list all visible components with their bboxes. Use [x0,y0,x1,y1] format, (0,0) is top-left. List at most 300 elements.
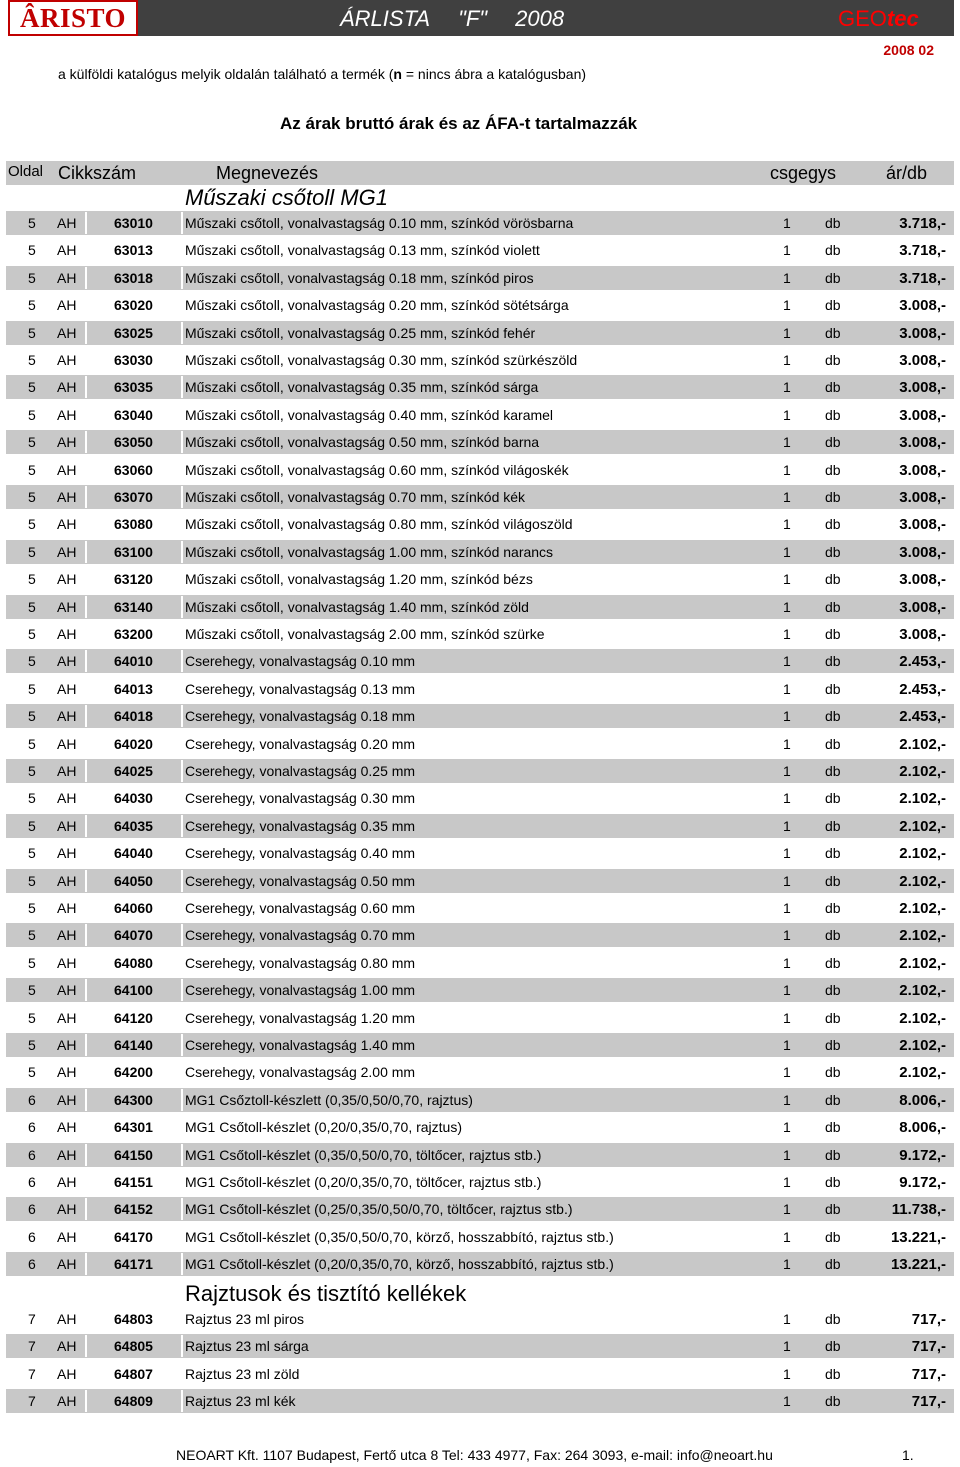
row-price: 3.718,- [899,242,946,260]
row-name: Cserehegy, vonalvastagság 0.50 mm [185,872,416,889]
row-name: Műszaki csőtoll, vonalvastagság 0.13 mm, színkód violett [185,242,540,259]
row-code: 64807 [114,1365,153,1382]
table-row [6,238,954,262]
column-divider [181,486,183,508]
row-qty: 1 [783,708,791,725]
column-divider [181,924,183,946]
row-page: 5 [28,900,36,916]
row-qty: 1 [783,954,791,971]
column-divider [181,212,183,234]
table-row [6,649,954,673]
row-prefix: AH [57,790,77,807]
row-price: 2.102,- [899,1064,946,1082]
row-price: 717,- [911,1311,946,1328]
row-code: 64025 [114,763,153,779]
column-divider [85,212,87,234]
row-price: 11.738,- [891,1201,946,1219]
row-price: 13.221,- [890,1228,946,1246]
table-row [6,293,954,317]
row-prefix: AH [57,324,77,341]
row-code: 64152 [114,1201,153,1218]
column-divider [85,815,87,837]
row-name: Műszaki csőtoll, vonalvastagság 0.30 mm, színkód szürkészöld [185,352,578,368]
row-page: 5 [28,406,36,423]
row-code: 64030 [114,790,153,807]
table-row [6,622,954,646]
row-page: 7 [28,1311,36,1327]
row-qty: 1 [783,1037,791,1053]
brand-prefix: GEO [838,6,887,31]
row-name: Rajztus 23 ml kék [185,1393,296,1410]
row-name: Cserehegy, vonalvastagság 1.00 mm [185,982,416,999]
row-code: 64120 [114,1009,153,1026]
row-unit: db [825,1311,841,1327]
row-page: 5 [28,680,36,697]
row-qty: 1 [783,543,791,560]
row-page: 5 [28,242,36,259]
row-prefix: AH [57,242,77,259]
page-number: 1. [902,1447,914,1463]
table-row [6,1225,954,1249]
row-code: 64140 [114,1037,153,1053]
row-qty: 1 [783,516,791,533]
row-name: Műszaki csőtoll, vonalvastagság 0.40 mm, színkód karamel [185,406,554,423]
row-code: 63013 [114,242,153,259]
logo-text: ÂRISTO [19,2,127,33]
column-divider [181,322,183,344]
column-divider [181,1144,183,1166]
row-name: Cserehegy, vonalvastagság 0.70 mm [185,927,416,944]
row-qty: 1 [783,900,791,916]
catalog-note-suffix: = nincs ábra a katalógusban) [401,66,587,82]
row-name: Cserehegy, vonalvastagság 0.60 mm [185,900,416,916]
row-name: MG1 Csőtoll-készlet (0,20/0,35/0,70, rajztus) [185,1119,463,1136]
row-unit: db [825,845,841,862]
row-unit: db [825,598,841,615]
row-qty: 1 [783,1338,791,1355]
row-page: 5 [28,845,36,862]
row-prefix: AH [57,735,77,752]
column-divider [181,267,183,289]
catalog-note-n: n [393,66,402,82]
column-divider [181,1089,183,1111]
row-price: 3.008,- [899,598,946,616]
row-price: 8.006,- [899,1091,946,1109]
row-qty: 1 [783,763,791,779]
row-unit: db [825,324,841,341]
row-code: 64013 [114,680,153,697]
row-prefix: AH [57,434,77,451]
row-code: 63100 [114,543,153,560]
row-code: 63060 [114,461,153,478]
column-divider [181,376,183,398]
row-price: 2.102,- [899,735,946,753]
column-divider [85,870,87,892]
row-code: 63120 [114,571,153,588]
row-price: 2.102,- [899,790,946,808]
row-unit: db [825,653,841,670]
row-page: 5 [28,489,36,505]
row-name: Műszaki csőtoll, vonalvastagság 0.50 mm, színkód barna [185,434,540,451]
row-name: MG1 Csőtoll-készlet (0,35/0,50/0,70, körző, hosszabbító, rajztus stb.) [185,1228,614,1245]
row-prefix: AH [57,1009,77,1026]
row-price: 2.453,- [899,680,946,698]
row-prefix: AH [57,516,77,533]
row-price: 3.008,- [899,434,946,452]
row-code: 64805 [114,1338,153,1355]
row-code: 63035 [114,379,153,396]
row-page: 6 [28,1201,36,1218]
row-unit: db [825,461,841,478]
column-header-csgegys: csgegys [770,163,837,183]
table-row [6,814,954,838]
section-title-muszaki-csotoll: Műszaki csőtoll MG1 [185,185,388,210]
row-prefix: AH [57,1256,77,1273]
column-divider [181,815,183,837]
row-page: 5 [28,352,36,368]
row-unit: db [825,516,841,533]
row-code: 64060 [114,900,153,916]
row-name: Műszaki csőtoll, vonalvastagság 1.00 mm, színkód narancs [185,543,554,560]
row-price: 2.102,- [899,982,946,1000]
column-divider [85,924,87,946]
column-divider [181,979,183,1001]
row-qty: 1 [783,680,791,697]
row-unit: db [825,543,841,560]
column-divider [85,1335,87,1357]
row-name: Cserehegy, vonalvastagság 1.20 mm [185,1009,416,1026]
row-name: Cserehegy, vonalvastagság 0.35 mm [185,817,416,834]
row-unit: db [825,1037,841,1053]
table-row [6,732,954,756]
row-code: 63070 [114,489,153,505]
row-name: Rajztus 23 ml sárga [185,1338,309,1355]
row-name: Cserehegy, vonalvastagság 0.20 mm [185,735,416,752]
table-row [6,540,954,564]
row-unit: db [825,489,841,505]
row-code: 63018 [114,269,153,286]
row-prefix: AH [57,680,77,697]
row-name: Cserehegy, vonalvastagság 1.40 mm [185,1037,416,1053]
table-row [6,458,954,482]
row-name: Műszaki csőtoll, vonalvastagság 0.80 mm, színkód világoszöld [185,516,573,533]
row-name: MG1 Csőtoll-készlet (0,20/0,35/0,70, körző, hosszabbító, rajztus stb.) [185,1256,614,1273]
row-price: 3.008,- [899,297,946,315]
row-prefix: AH [57,1064,77,1081]
table-row [6,512,954,536]
row-qty: 1 [783,735,791,752]
row-unit: db [825,1256,841,1273]
row-prefix: AH [57,598,77,615]
row-qty: 1 [783,1119,791,1136]
row-qty: 1 [783,1009,791,1026]
row-prefix: AH [57,1228,77,1245]
table-row [6,1307,954,1331]
column-divider [181,705,183,727]
row-page: 5 [28,626,36,642]
row-prefix: AH [57,571,77,588]
row-code: 64040 [114,845,153,862]
row-name: MG1 Csőtoll-készlet (0,20/0,35/0,70, töltőcer, rajztus stb.) [185,1174,542,1190]
row-page: 5 [28,1009,36,1026]
brand-suffix: tec [886,6,919,31]
column-divider [181,760,183,782]
row-code: 64080 [114,954,153,971]
table-row [6,1033,954,1057]
row-code: 64809 [114,1393,153,1410]
row-code: 64200 [114,1064,153,1081]
row-page: 5 [28,982,36,999]
row-page: 7 [28,1393,36,1410]
row-page: 5 [28,543,36,560]
column-divider [85,486,87,508]
row-unit: db [825,982,841,999]
table-row [6,951,954,975]
row-price: 2.102,- [899,954,946,972]
row-unit: db [825,735,841,752]
row-price: 3.008,- [899,406,946,424]
aristo-logo [8,0,138,36]
row-prefix: AH [57,982,77,999]
row-qty: 1 [783,817,791,834]
column-divider [85,1089,87,1111]
row-page: 5 [28,927,36,944]
column-header-cikkszam: Cikkszám [58,163,137,183]
row-qty: 1 [783,434,791,451]
vat-note: Az árak bruttó árak és az ÁFA-t tartalmazzák [280,114,638,133]
row-prefix: AH [57,1119,77,1136]
row-page: 6 [28,1174,36,1190]
row-unit: db [825,571,841,588]
row-price: 3.008,- [899,489,946,506]
row-price: 2.102,- [899,900,946,917]
title-text: ÁRLISTA [340,6,431,31]
row-price: 2.102,- [899,845,946,863]
row-name: MG1 Csőtoll-készlet (0,35/0,50/0,70, töltőcer, rajztus stb.) [185,1146,542,1163]
row-page: 6 [28,1091,36,1108]
column-divider [181,1034,183,1056]
row-qty: 1 [783,598,791,615]
table-row [6,595,954,619]
row-unit: db [825,297,841,314]
table-row [6,1143,954,1167]
row-prefix: AH [57,269,77,286]
row-prefix: AH [57,653,77,670]
row-prefix: AH [57,543,77,560]
column-divider [85,267,87,289]
table-row [6,1362,954,1386]
row-name: MG1 Csőztoll-készlett (0,35/0,50/0,70, rajztus) [185,1091,473,1108]
row-code: 64020 [114,735,153,752]
table-row [6,1170,954,1194]
table-row [6,321,954,345]
row-unit: db [825,626,841,642]
row-code: 63020 [114,297,153,314]
row-code: 63010 [114,215,153,231]
row-prefix: AH [57,489,77,505]
row-qty: 1 [783,790,791,807]
column-divider [85,760,87,782]
column-divider [85,979,87,1001]
column-divider [181,650,183,672]
row-name: Műszaki csőtoll, vonalvastagság 0.10 mm, színkód vörösbarna [185,215,574,231]
row-unit: db [825,352,841,368]
row-name: Cserehegy, vonalvastagság 0.18 mm [185,708,416,725]
table-row [6,786,954,810]
row-code: 64035 [114,817,153,834]
column-divider [181,870,183,892]
row-price: 2.102,- [899,817,946,835]
row-price: 2.102,- [899,763,946,780]
row-price: 2.453,- [899,708,946,726]
row-name: Műszaki csőtoll, vonalvastagság 0.60 mm, színkód világoskék [185,461,569,478]
row-code: 63080 [114,516,153,533]
row-name: Műszaki csőtoll, vonalvastagság 0.25 mm, színkód fehér [185,324,536,341]
table-row [6,1060,954,1084]
row-qty: 1 [783,324,791,341]
row-qty: 1 [783,845,791,862]
row-qty: 1 [783,1365,791,1382]
row-page: 5 [28,708,36,725]
row-code: 64300 [114,1091,153,1108]
row-qty: 1 [783,571,791,588]
row-name: Cserehegy, vonalvastagság 0.40 mm [185,845,416,862]
row-page: 5 [28,461,36,478]
column-header-oldal: Oldal [8,163,44,180]
table-row [6,567,954,591]
column-divider [85,376,87,398]
table-row [6,1389,954,1413]
row-unit: db [825,763,841,779]
row-code: 64070 [114,927,153,944]
row-name: Cserehegy, vonalvastagság 2.00 mm [185,1064,416,1081]
row-qty: 1 [783,982,791,999]
row-qty: 1 [783,461,791,478]
row-code: 63025 [114,324,153,341]
row-qty: 1 [783,269,791,286]
row-price: 8.006,- [899,1119,946,1137]
row-price: 3.718,- [899,269,946,287]
row-page: 5 [28,571,36,588]
row-name: Cserehegy, vonalvastagság 0.25 mm [185,763,416,779]
row-prefix: AH [57,626,77,642]
row-name: Műszaki csőtoll, vonalvastagság 2.00 mm, színkód szürke [185,626,545,642]
column-divider [181,1335,183,1357]
table-row [6,704,954,728]
row-unit: db [825,790,841,807]
row-name: MG1 Csőtoll-készlet (0,25/0,35/0,50/0,70, töltőcer, rajztus stb.) [185,1201,573,1218]
row-prefix: AH [57,1146,77,1163]
row-unit: db [825,1064,841,1081]
row-qty: 1 [783,1146,791,1163]
row-code: 63140 [114,598,153,615]
row-page: 5 [28,379,36,396]
row-page: 5 [28,817,36,834]
row-unit: db [825,872,841,889]
row-qty: 1 [783,489,791,505]
row-qty: 1 [783,352,791,368]
table-row [6,1197,954,1221]
catalog-note-prefix: a külföldi katalógus melyik oldalán található a termék ( [58,66,394,82]
column-divider [181,1198,183,1220]
row-page: 5 [28,598,36,615]
row-page: 5 [28,763,36,779]
row-qty: 1 [783,927,791,944]
section-title-rajztusok: Rajztusok és tisztító kellékek [185,1281,467,1306]
row-prefix: AH [57,845,77,862]
column-divider [85,431,87,453]
row-unit: db [825,1338,841,1355]
table-row [6,759,954,783]
column-divider [85,705,87,727]
row-price: 3.008,- [899,516,946,534]
row-price: 3.008,- [899,571,946,589]
row-page: 5 [28,269,36,286]
column-divider [85,322,87,344]
column-divider [85,1390,87,1412]
row-price: 717,- [911,1338,946,1356]
column-divider [85,1034,87,1056]
row-unit: db [825,242,841,259]
row-code: 63050 [114,434,153,451]
row-prefix: AH [57,352,77,368]
row-page: 5 [28,790,36,807]
row-page: 5 [28,735,36,752]
column-divider [85,1253,87,1275]
row-page: 5 [28,324,36,341]
row-price: 2.453,- [899,653,946,671]
row-price: 3.008,- [899,324,946,342]
row-page: 5 [28,297,36,314]
row-unit: db [825,954,841,971]
column-divider [181,541,183,563]
row-name: Műszaki csőtoll, vonalvastagság 0.35 mm, színkód sárga [185,379,539,396]
row-code: 63030 [114,352,153,368]
row-prefix: AH [57,1037,77,1053]
table-row [6,978,954,1002]
row-code: 64170 [114,1228,153,1245]
row-price: 2.102,- [899,872,946,890]
row-price: 3.008,- [899,543,946,561]
row-price: 717,- [911,1393,946,1411]
row-qty: 1 [783,379,791,396]
table-row [6,896,954,920]
row-name: Cserehegy, vonalvastagság 0.80 mm [185,954,416,971]
row-qty: 1 [783,1311,791,1327]
row-qty: 1 [783,872,791,889]
row-unit: db [825,680,841,697]
row-page: 5 [28,1064,36,1081]
row-unit: db [825,708,841,725]
row-qty: 1 [783,1174,791,1190]
table-row [6,375,954,399]
row-prefix: AH [57,1174,77,1190]
row-unit: db [825,1393,841,1410]
footer-contact: NEOART Kft. 1107 Budapest, Fertő utca 8 Tel: 433 4977, Fax: 264 3093, e-mail: info@neoart.hu [176,1447,773,1463]
row-name: Műszaki csőtoll, vonalvastagság 1.20 mm, színkód bézs [185,571,533,588]
row-page: 6 [28,1228,36,1245]
row-page: 6 [28,1146,36,1163]
row-page: 6 [28,1119,36,1136]
catalog-note [58,66,586,82]
table-row [6,1006,954,1030]
row-unit: db [825,1365,841,1382]
row-code: 64301 [114,1119,153,1136]
table-row [6,403,954,427]
row-code: 64150 [114,1146,153,1163]
row-unit: db [825,927,841,944]
column-divider [85,650,87,672]
